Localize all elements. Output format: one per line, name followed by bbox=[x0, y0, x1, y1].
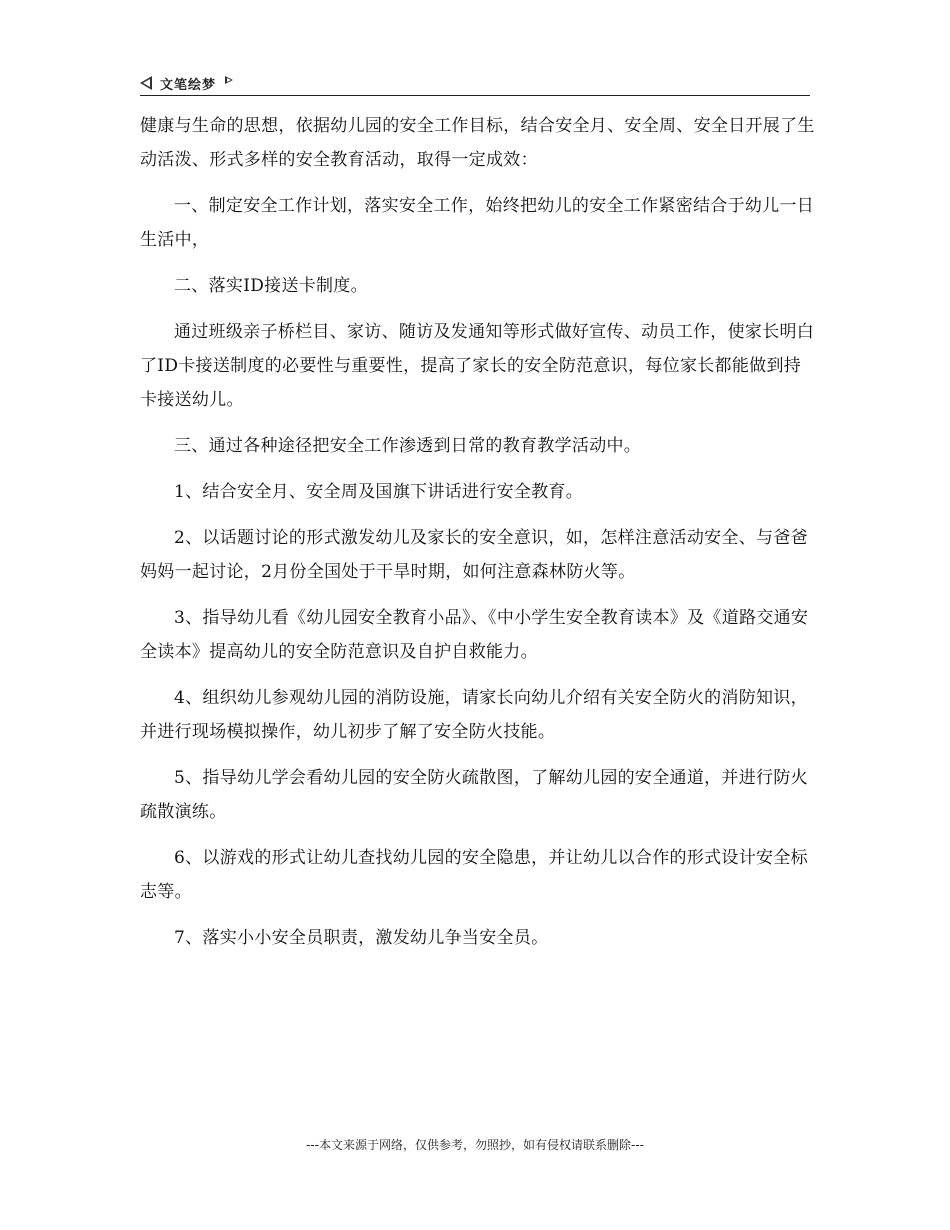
document-body bbox=[140, 109, 815, 967]
paragraph-item-3: 3、指导幼儿看《幼儿园安全教育小品》、《中小学生安全教育读本》及《道路交通安全读本》提高幼儿的安全防范意识及自护自救能力。 bbox=[140, 608, 809, 662]
paragraph-item-6: 6、以游戏的形式让幼儿查找幼儿园的安全隐患，并让幼儿以合作的形式设计安全标志等。 bbox=[140, 848, 808, 902]
paragraph-continuation: 健康与生命的思想，依据幼儿园的安全工作目标，结合安全月、安全周、安全日开展了生动活泼、形式多样的安全教育活动，取得一定成效： bbox=[140, 116, 815, 170]
paragraph-item-5: 5、指导幼儿学会看幼儿园的安全防火疏散图，了解幼儿园的安全通道，并进行防火疏散演练。 bbox=[140, 768, 808, 822]
paragraph-section-2: 二、落实ID接送卡制度。 bbox=[174, 276, 368, 296]
paragraph-item-2: 2、以话题讨论的形式激发幼儿及家长的安全意识，如，怎样注意活动安全、与爸爸妈妈一起讨论，2月份全国处于干旱时期，如何注意森林防火等。 bbox=[140, 528, 808, 582]
paragraph-section-1: 一、制定安全工作计划，落实安全工作，始终把幼儿的安全工作紧密结合于幼儿一日生活中， bbox=[140, 196, 815, 250]
paragraph-section-3: 三、通过各种途径把安全工作渗透到日常的教育教学活动中。 bbox=[174, 436, 642, 456]
page-header bbox=[140, 71, 810, 96]
paragraph-item-1: 1、结合安全月、安全周及国旗下讲话进行安全教育。 bbox=[174, 482, 584, 502]
triangle-left-icon bbox=[140, 76, 152, 90]
brand-label: 文笔绘梦 bbox=[160, 77, 217, 93]
page-footer: ---本文来源于网络，仅供参考，勿照抄，如有侵权请联系删除--- bbox=[306, 1138, 644, 1152]
paragraph-item-4: 4、组织幼儿参观幼儿园的消防设施，请家长向幼儿介绍有关安全防火的消防知识，并进行现场模拟操作，幼儿初步了解了安全防火技能。 bbox=[140, 688, 808, 742]
paragraph-item-7: 7、落实小小安全员职责，激发幼儿争当安全员。 bbox=[174, 928, 549, 948]
triangle-right-icon bbox=[225, 76, 233, 84]
paragraph-id-card: 通过班级亲子桥栏目、家访、随访及发通知等形式做好宣传、动员工作，使家长明白了ID卡接送制度的必要性与重要性，提高了家长的安全防范意识，每位家长都能做到持卡接送幼儿。 bbox=[140, 322, 815, 410]
